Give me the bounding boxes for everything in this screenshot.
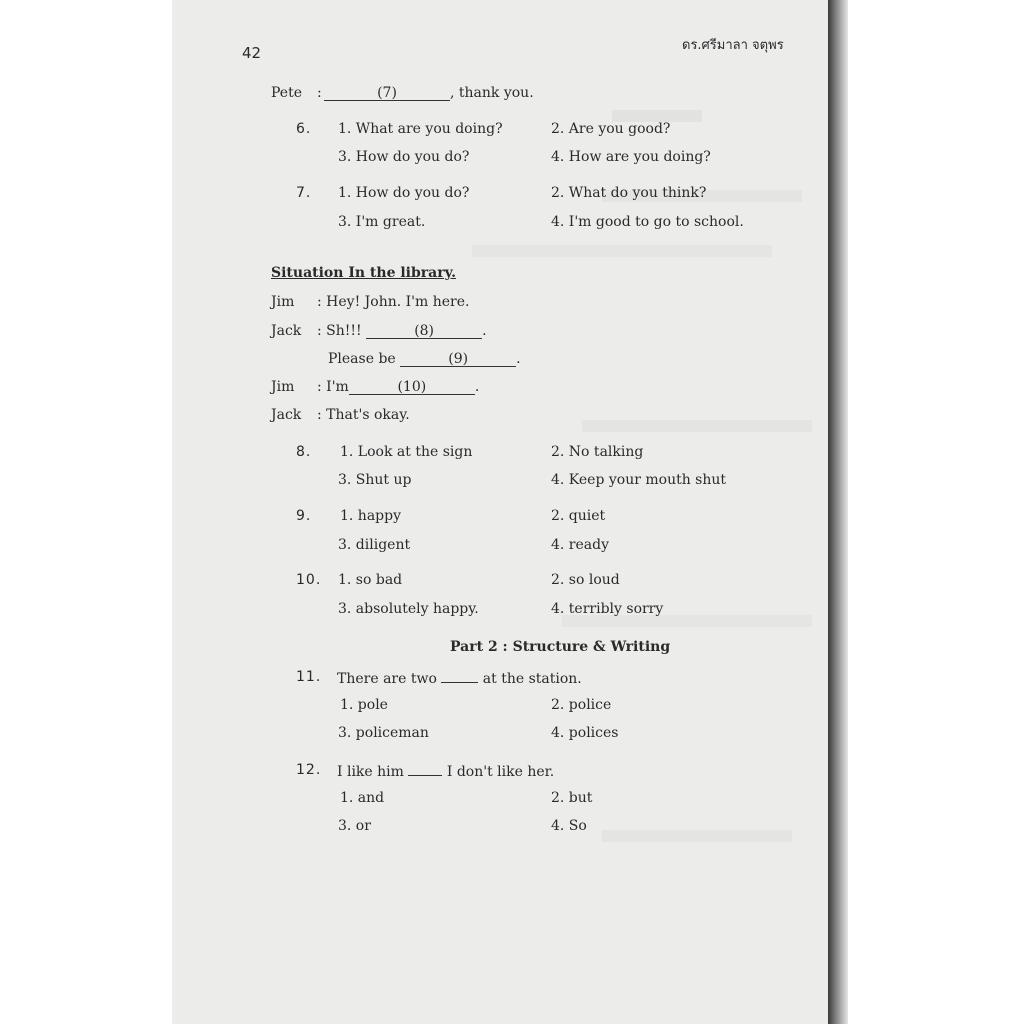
answer-blank bbox=[408, 761, 442, 776]
pete-answer bbox=[324, 84, 534, 102]
option: 2. but bbox=[551, 790, 593, 806]
stem-text: I like him bbox=[337, 764, 404, 780]
dialogue-text: : Sh!!! bbox=[317, 323, 362, 339]
option: 4. I'm good to go to school. bbox=[551, 214, 744, 230]
option: 1. Look at the sign bbox=[340, 444, 473, 460]
stem-text: at the station. bbox=[482, 671, 582, 687]
answer-blank bbox=[441, 668, 478, 683]
option: 1. How do you do? bbox=[338, 185, 470, 201]
dialogue-text: Please be bbox=[328, 351, 396, 367]
option: 3. absolutely happy. bbox=[338, 601, 479, 617]
speaker-label: Jim bbox=[271, 379, 295, 395]
option: 3. diligent bbox=[338, 537, 411, 553]
question-number: 8. bbox=[296, 444, 312, 460]
dialogue-line: : That's okay. bbox=[317, 407, 410, 423]
option: 2. No talking bbox=[551, 444, 644, 460]
dialogue-line bbox=[317, 378, 479, 396]
option: 4. So bbox=[551, 818, 587, 834]
stem-text: There are two bbox=[337, 671, 437, 687]
question-stem bbox=[337, 668, 582, 688]
option: 3. policeman bbox=[338, 725, 429, 741]
page-number: 42 bbox=[242, 44, 262, 62]
answer-blank: (8) bbox=[366, 322, 482, 339]
stem-text: I don't like her. bbox=[446, 764, 555, 780]
speaker-label: Jack bbox=[271, 407, 302, 423]
page-edge-shadow bbox=[828, 0, 848, 1024]
speaker-label: Jim bbox=[271, 294, 295, 310]
option: 2. so loud bbox=[551, 572, 620, 588]
dialogue-line: : Hey! John. I'm here. bbox=[317, 294, 470, 310]
dialogue-text: : I'm bbox=[317, 379, 349, 395]
line-end: . bbox=[482, 323, 487, 339]
option: 4. Keep your mouth shut bbox=[551, 472, 727, 488]
line-end: . bbox=[474, 379, 480, 395]
question-number: 10. bbox=[296, 572, 322, 588]
option: 1. and bbox=[340, 790, 385, 806]
option: 4. How are you doing? bbox=[551, 149, 711, 165]
pete-colon: : bbox=[317, 85, 322, 101]
pete-line bbox=[271, 84, 302, 102]
pete-rest: , thank you. bbox=[450, 85, 534, 101]
section-heading: Part 2 : Structure & Writing bbox=[450, 639, 671, 655]
book-page bbox=[172, 0, 828, 1024]
answer-blank: (7) bbox=[324, 84, 450, 101]
option: 4. ready bbox=[551, 537, 610, 553]
option: 1. happy bbox=[340, 508, 402, 524]
option: 3. How do you do? bbox=[338, 149, 470, 165]
question-number: 7. bbox=[296, 185, 312, 201]
author-name: ดร.ศรีมาลา จตุพร bbox=[682, 38, 784, 53]
question-number: 6. bbox=[296, 121, 312, 137]
answer-blank: (9) bbox=[400, 350, 516, 367]
dialogue-line bbox=[328, 350, 521, 368]
option: 2. Are you good? bbox=[551, 121, 671, 137]
option: 2. police bbox=[551, 697, 612, 713]
question-number: 12. bbox=[296, 762, 322, 778]
option: 4. polices bbox=[551, 725, 619, 741]
option: 2. quiet bbox=[551, 508, 606, 524]
speaker-label: Pete bbox=[271, 85, 302, 101]
answer-blank: (10) bbox=[349, 378, 475, 395]
option: 3. I'm great. bbox=[338, 214, 426, 230]
option: 1. What are you doing? bbox=[338, 121, 503, 137]
line-end: . bbox=[516, 351, 521, 367]
option: 2. What do you think? bbox=[551, 185, 707, 201]
option: 1. so bad bbox=[338, 572, 403, 588]
option: 3. Shut up bbox=[338, 472, 412, 488]
situation-title: Situation In the library. bbox=[271, 265, 457, 281]
dialogue-line bbox=[317, 322, 487, 340]
question-stem bbox=[337, 761, 554, 781]
option: 3. or bbox=[338, 818, 371, 834]
speaker-label: Jack bbox=[271, 323, 302, 339]
option: 4. terribly sorry bbox=[551, 601, 664, 617]
question-number: 11. bbox=[296, 669, 322, 685]
question-number: 9. bbox=[296, 508, 312, 524]
option: 1. pole bbox=[340, 697, 388, 713]
